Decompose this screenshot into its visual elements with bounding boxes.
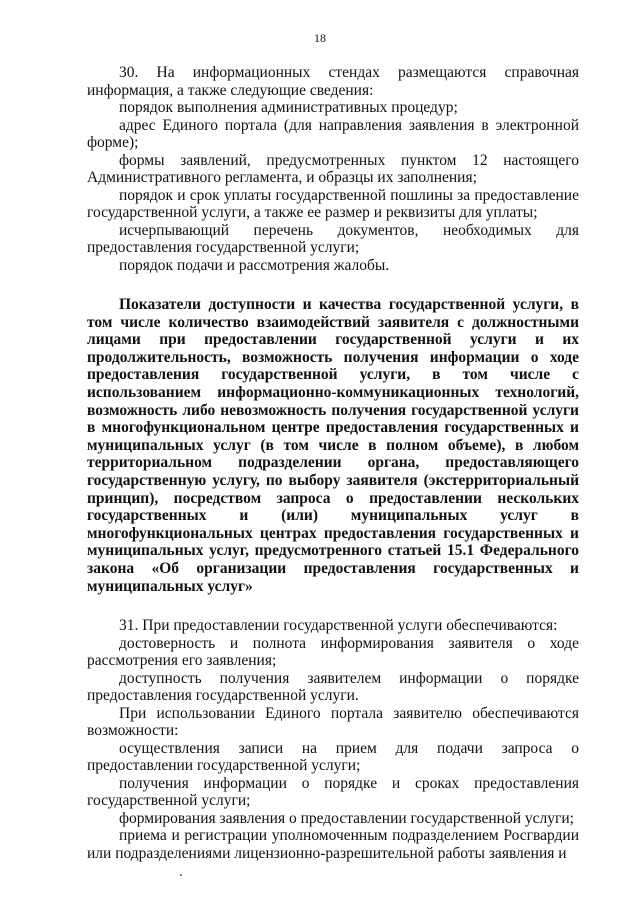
portal-item: формирования заявления о предоставлении государственной услуги; (119, 809, 574, 827)
section-30-item: исчерпывающий перечень документов, необходимых для предоставления государственной услуги; (87, 221, 579, 256)
page-number: 18 (314, 31, 326, 45)
portal-intro: При использовании Единого портала заявителю обеспечиваются возможности: (87, 704, 579, 740)
section-31-item: доступность получения заявителем информации о порядке предоставления государственной услуги. (87, 669, 579, 705)
section-heading: Показатели доступности и качества государственной услуги, в том числе количество взаимодействий заявителя с должностными лицами при предоставлении государственной услуги и их продолжительность, возможность получения информации о ходе предоставления государственной услуги, в том числе с использованием информационно-коммуникационных технологий, возможность либо невозможность получения государственной услуги в многофункциональном центре предоставления государственных и муниципальных услуг (в том числе в полном объеме), в любом территориальном подразделении органа, предоставляющего государственную услугу, по выбору заявителя (экстерриториальный принцип), посредством запроса о предоставлении нескольких государственных и (или) муниципальных услуг в многофункциональных центрах предоставления государственных и муниципальных услуг, предусмотренного статьей 15.1 Федерального закона «Об организации предоставления государственных и муниципальных услуг» (87, 296, 579, 595)
portal-item: приема и регистрации уполномоченным подразделением Росгвардии или подразделениями лицензионно-разрешительной работы заявления и (87, 827, 579, 862)
scan-artifact-dot (180, 874, 182, 876)
section-31-item: достоверность и полнота информирования заявителя о ходе рассмотрения его заявления; (87, 634, 579, 670)
portal-item: получения информации о порядке и сроках предоставления государственной услуги; (87, 774, 579, 810)
section-31-intro: 31. При предоставлении государственной услуги обеспечиваются: (119, 617, 558, 635)
page-body (87, 64, 579, 862)
section-30-item: порядок подачи и рассмотрения жалобы. (119, 256, 390, 274)
section-30-intro: 30. На информационных стендах размещаются справочная информация, а также следующие сведения: (87, 64, 579, 99)
section-30-item: порядок выполнения административных процедур; (119, 99, 458, 116)
portal-item: осуществления записи на прием для подачи запроса о предоставлении государственной услуги; (87, 739, 579, 775)
section-30-item: формы заявлений, предусмотренных пунктом 12 настоящего Административного регламента, и образцы их заполнения; (87, 151, 579, 186)
section-30-item: адрес Единого портала (для направления заявления в электронной форме); (87, 116, 579, 151)
section-30-item: порядок и срок уплаты государственной пошлины за предоставление государственной услуги, а также ее размер и реквизиты для уплаты; (87, 186, 579, 221)
